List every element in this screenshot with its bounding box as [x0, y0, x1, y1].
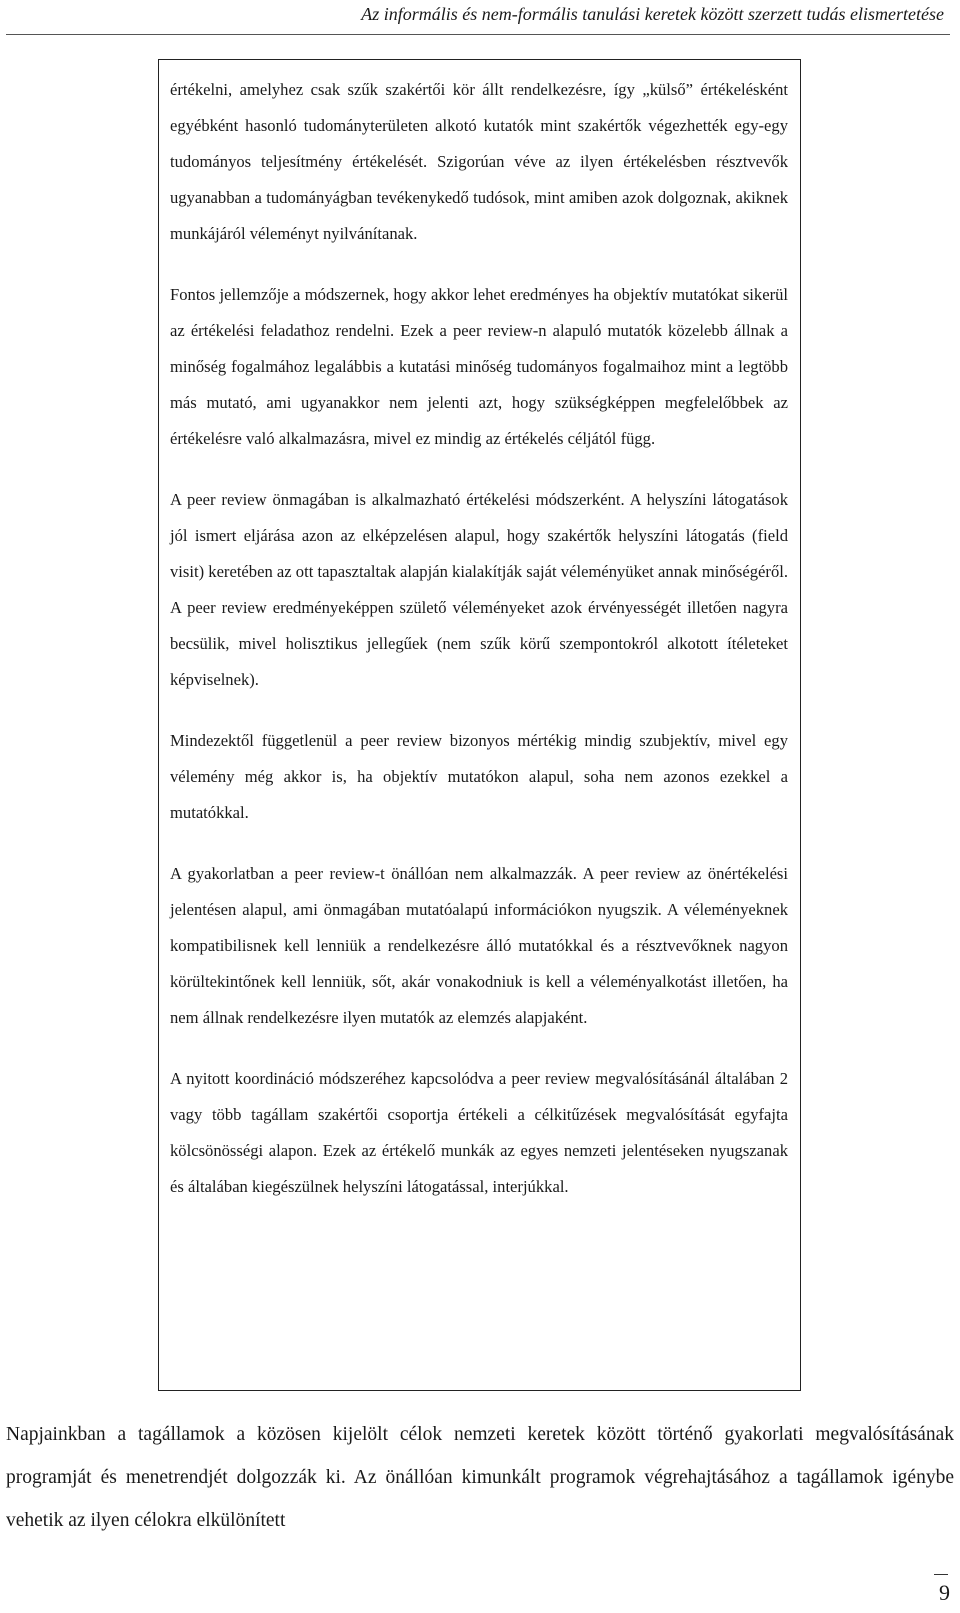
quote-paragraph: A peer review önmagában is alkalmazható értékelési módszerként. A helyszíni látogatások jól ismert eljárása azon az elképzelésen alapul, hogy szakértők helyszíni látogatás (field visit) keretében az ott tapasztaltak alapján kialakítják saját véleményüket annak minőségéről. A peer review eredményeképpen születő véleményeket azok érvényességét illetően nagyra becsülik, mivel holisztikus jellegűek (nem szűk körű szempontokról alkotott ítéleteket képviselnek). — [170, 490, 788, 689]
boxed-quote — [158, 59, 801, 1391]
quote-paragraph: A nyitott koordináció módszeréhez kapcsolódva a peer review megvalósításánál általában 2 vagy több tagállam szakértői csoportja értékeli a célkitűzések megvalósítását egyfajta kölcsönösségi alapon. Ezek az értékelő munkák az egyes nemzeti jelentéseken nyugszanak és általában kiegészülnek helyszíni látogatással, interjúkkal. — [170, 1069, 788, 1196]
page-number-rule — [934, 1574, 948, 1575]
quote-paragraph: Mindezektől függetlenül a peer review bizonyos mértékig mindig szubjektív, mivel egy vélemény még akkor is, ha objektív mutatókon alapul, soha nem azonos ezekkel a mutatókkal. — [170, 731, 788, 822]
header-rule — [6, 34, 950, 35]
page-number: 9 — [939, 1580, 950, 1605]
running-header: Az informális és nem-formális tanulási keretek között szerzett tudás elismertetése — [361, 4, 944, 24]
quote-paragraph: értékelni, amelyhez csak szűk szakértői kör állt rendelkezésre, így „külső” értékelésként egyébként hasonló tudományterületen alkotó kutatók mint szakértők végezhették egy-egy tudományos teljesítmény értékelését. Szigorúan véve az ilyen értékelésben résztvevők ugyanabban a tudományágban tevékenykedő tudósok, mint amiben azok dolgoznak, akiknek munkájáról véleményt nyilvánítanak. — [170, 80, 788, 243]
quote-paragraph: Fontos jellemzője a módszernek, hogy akkor lehet eredményes ha objektív mutatókat sikerül az értékelési feladathoz rendelni. Ezek a peer review-n alapuló mutatók közelebb állnak a minőség fogalmához legalábbis a kutatási minőség tudományos fogalmaihoz mint a legtöbb más mutató, ami ugyanakkor nem jelenti azt, hogy szükségképpen megfelelőbbek az értékelésre való alkalmazásra, mivel ez mindig az értékelés céljától függ. — [170, 285, 788, 448]
body-paragraph: Napjainkban a tagállamok a közösen kijelölt célok nemzeti keretek között történő gyakorlati megvalósításának programját és menetrendjét dolgozzák ki. Az önállóan kimunkált programok végrehajtásához a tagállamok igénybe vehetik az ilyen célokra elkülönített — [6, 1424, 954, 1531]
quote-paragraph: A gyakorlatban a peer review-t önállóan nem alkalmazzák. A peer review az önértékelési jelentésen alapul, ami önmagában mutatóalapú információkon nyugszik. A véleményeknek kompatibilisnek kell lenniük a rendelkezésre álló mutatókkal és a résztvevőknek nagyon körültekintőnek kell lenniük, sőt, akár vonakodniuk is kell a véleményalkotást illetően, ha nem állnak rendelkezésre ilyen mutatók az elemzés alapjaként. — [170, 864, 788, 1027]
